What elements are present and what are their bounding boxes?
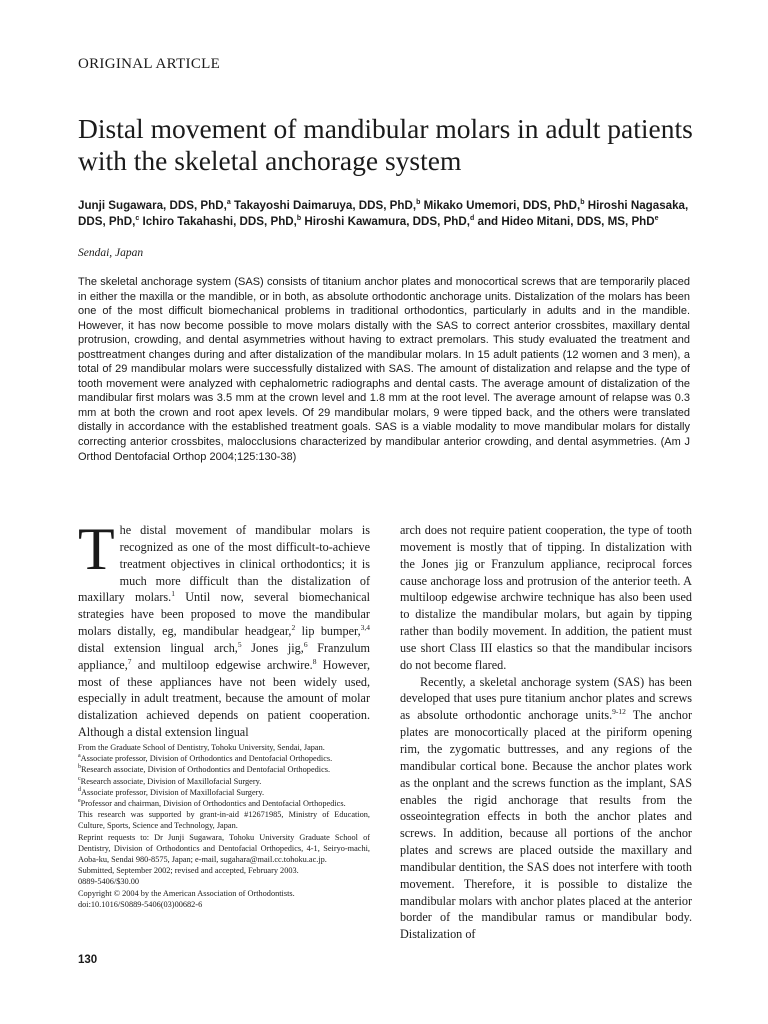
footnote-text: This research was supported by grant-in-aid #12671985, Ministry of Education, Culture, Sports, Science and Technology, Japan. bbox=[78, 810, 370, 831]
footnote bbox=[78, 865, 370, 876]
footnote bbox=[78, 888, 370, 899]
page-number: 130 bbox=[78, 954, 98, 966]
footnote bbox=[78, 787, 370, 798]
footnote bbox=[78, 764, 370, 775]
reference-marker: 5 bbox=[237, 639, 242, 649]
affiliation-mark: a bbox=[226, 199, 231, 207]
footnote-text: From the Graduate School of Dentistry, Tohoku University, Sendai, Japan. bbox=[78, 743, 325, 752]
affiliation-mark: b bbox=[416, 199, 421, 207]
footnote-text: Copyright © 2004 by the American Association of Orthodontists. bbox=[78, 888, 295, 898]
paragraph-text: lip bumper, bbox=[295, 624, 361, 639]
footnote bbox=[78, 809, 370, 831]
footnote-mark: a bbox=[78, 753, 81, 760]
paragraph-text: distal extension lingual arch, bbox=[78, 640, 238, 655]
footnote-text: Associate professor, Division of Orthodontics and Dentofacial Orthopedics. bbox=[80, 754, 333, 764]
footnote-text: 0889-5406/$30.00 bbox=[78, 877, 140, 887]
body-paragraph: arch does not require patient cooperation, the type of tooth movement is mostly that of tipping. In distalization with the Jones jig or Franzulum appliance, reciprocal forces cause anchorage loss and protrusion of the anterior teeth. A multiloop edgewise archwire technique has also been used to distalize the mandibular molars, but again by tipping rather than bodily movement. In addition, the patient must use short Class III elastics so that the mandibular incisors do not become flared. bbox=[400, 523, 692, 672]
affiliation-mark: c bbox=[135, 214, 140, 222]
footnote-mark: e bbox=[78, 798, 81, 805]
footnote-text: Associate professor, Division of Maxillofacial Surgery. bbox=[81, 787, 265, 797]
paragraph-text: Until now, several biomechanical strategies have been proposed to move the mandibular molars distally, eg, mandibular headgear, bbox=[78, 590, 370, 639]
affiliation-mark: d bbox=[469, 214, 475, 222]
intro-paragraph bbox=[78, 516, 371, 740]
paragraph-text: Jones jig, bbox=[241, 640, 304, 655]
section-label: ORIGINAL ARTICLE bbox=[78, 56, 221, 72]
paragraph-text: he distal movement of mandibular molars is recognized as one of the most difficult-to-achieve treatment objectives in clinical orthodontics; it is much more difficult than the distalization of maxillary molars. bbox=[78, 523, 370, 605]
reference-marker: 9-12 bbox=[612, 707, 626, 717]
abstract: The skeletal anchorage system (SAS) consists of titanium anchor plates and monocortical screws that are temporarily placed in either the maxilla or the mandible, or in both, as absolute orthodontic anchorage units. Distalization of the molars has been one of the most difficult biomechanical problems in traditional orthodontics, particularly in adults and in the mandible. However, it has now become possible to move molars distally with the SAS to correct anterior crossbites, maxillary dental protrusion, crowding, and dental asymmetries without having to extract premolars. This study evaluated the treatment and posttreatment changes during and after distalization of the mandibular molars. In 15 adult patients (12 women and 3 men), a total of 29 mandibular molars were successfully distalized with SAS. The amount of distalization and relapse and the type of tooth movement were analyzed with cephalometric radiographs and dental casts. The average amount of distalization of the mandibular first molars was 3.5 mm at the crown level and 1.8 mm at the root level. The average amount of relapse was 0.3 mm at both the crown and root apex levels. Of 29 mandibular molars, 9 were tipped back, and the others were translated distally in accordance with the established treatment goals. SAS is a viable modality to move mandibular molars for distally correcting anterior crossbites, malocclusions characterized by mandibular anterior crowding, and dental asymmetries. (Am J Orthod Dentofacial Orthop 2004;125:130-38) bbox=[78, 276, 690, 463]
footnote bbox=[78, 776, 370, 787]
footnote-text: Research associate, Division of Maxillofacial Surgery. bbox=[80, 776, 262, 786]
footnote-text: Professor and chairman, Division of Orthodontics and Dentofacial Orthopedics. bbox=[80, 799, 346, 809]
footnote-mark: b bbox=[78, 764, 81, 771]
author-name: and Hideo Mitani, DDS, MS, PhD bbox=[477, 214, 655, 228]
affiliation-mark: b bbox=[580, 199, 585, 207]
paragraph-text: Franzulum appliance, bbox=[78, 640, 370, 672]
footnote bbox=[78, 798, 370, 809]
body-column-right bbox=[400, 522, 692, 943]
body-paragraph bbox=[400, 674, 692, 944]
footnote bbox=[78, 899, 370, 910]
author-name: Junji Sugawara, DDS, PhD, bbox=[78, 199, 227, 212]
footnote-text: doi:10.1016/S0889-5406(03)00682-6 bbox=[78, 899, 203, 909]
article-title: Distal movement of mandibular molars in adult patients with the skeletal anchorage system bbox=[78, 113, 693, 176]
reference-marker: 6 bbox=[303, 639, 308, 649]
body-column-left bbox=[78, 516, 371, 741]
paragraph-text: However, most of these appliances have not been widely used, especially in adult treatment, because the amount of molar distalization achieved depends on patient cooperation. Although a distal extension lingual bbox=[78, 657, 370, 740]
paragraph-text: Recently, a skeletal anchorage system (SAS) has been developed that uses pure titanium anchor plates and screws as absolute orthodontic anchorage units. bbox=[400, 674, 692, 723]
reference-marker: 1 bbox=[171, 589, 175, 599]
author-name: Mikako Umemori, DDS, PhD, bbox=[423, 199, 581, 212]
author-location: Sendai, Japan bbox=[78, 247, 144, 259]
footnotes bbox=[78, 742, 370, 910]
affiliation-mark: e bbox=[654, 214, 659, 222]
footnote bbox=[78, 742, 370, 753]
author-name: Takayoshi Daimaruya, DDS, PhD, bbox=[233, 199, 417, 212]
paragraph-text: and multiloop edgewise archwire. bbox=[131, 657, 313, 672]
footnote bbox=[78, 753, 370, 764]
affiliation-mark: b bbox=[296, 214, 302, 222]
author-name: Ichiro Takahashi, DDS, PhD, bbox=[142, 214, 297, 228]
footnote-text: Reprint requests to: Dr Junji Sugawara, Tohoku University Graduate School of Dentistry, Division of Orthodontics and Dentofacial Orthopedics, 4-1, Seiryo-machi, Aoba-ku, Sendai 980-8575, Japan; e-mail, sugahara@mail.cc.tohoku.ac.jp. bbox=[78, 832, 370, 865]
footnote-text: Research associate, Division of Orthodontics and Dentofacial Orthopedics. bbox=[81, 765, 331, 775]
reference-marker: 2 bbox=[291, 623, 296, 632]
footnote-text: Submitted, September 2002; revised and accepted, February 2003. bbox=[78, 866, 299, 876]
footnote-mark: c bbox=[78, 775, 81, 782]
author-name: Hiroshi Nagasaka, DDS, PhD, bbox=[78, 199, 689, 228]
reference-marker: 8 bbox=[312, 656, 317, 666]
author-list bbox=[78, 198, 698, 229]
drop-cap: T bbox=[78, 516, 115, 582]
paragraph-text: The anchor plates are monocortically placed at the piriform opening rim, the zygomatic buttresses, and any regions of the mandibular cortical bone. Because the anchor plates work as the onplant and the screws function as the implant, SAS enables the rigid anchorage that results from the osseointegration effects in both the anchor plates and screws. In addition, because all portions of the anchor plates and screws are placed outside the maxillary and mandibular dentition, the SAS does not interfere with tooth movement. Therefore, it is possible to distalize the mandibular molars with anchor plates placed at the anterior border of the mandibular ramus or mandibular body. Distalization of bbox=[400, 708, 693, 942]
reference-marker: 7 bbox=[127, 656, 132, 666]
footnote bbox=[78, 876, 370, 887]
reference-marker: 3,4 bbox=[360, 623, 371, 632]
author-name: Hiroshi Kawamura, DDS, PhD, bbox=[304, 214, 470, 228]
footnote bbox=[78, 832, 370, 866]
footnote-mark: d bbox=[78, 787, 81, 794]
